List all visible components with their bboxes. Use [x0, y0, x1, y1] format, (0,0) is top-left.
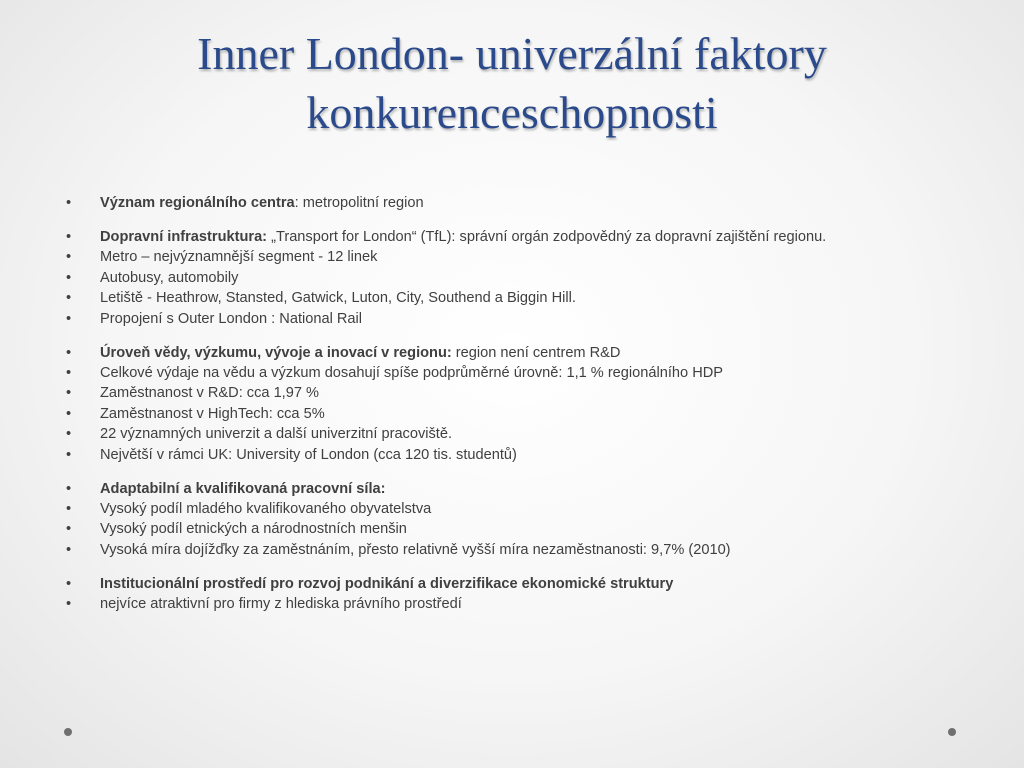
bullet-text: Zaměstnanost v HighTech: cca 5%	[100, 405, 325, 422]
bullet-item	[66, 426, 966, 443]
bullet-item	[66, 542, 966, 559]
bullet-item	[66, 385, 966, 402]
bullet-dot: •	[66, 521, 72, 538]
bullet-text: nejvíce atraktivní pro firmy z hlediska právního prostředí	[100, 596, 462, 613]
bullet-heading: Úroveň vědy, výzkumu, vývoje a inovací v regionu:	[100, 344, 452, 361]
title-line-1: Inner London- univerzální faktory	[197, 28, 827, 79]
bullet-item	[66, 521, 966, 538]
bullet-text: Zaměstnanost v R&D: cca 1,97 %	[100, 385, 319, 402]
bullet-item	[66, 365, 966, 382]
bullet-dot: •	[66, 344, 72, 361]
bullet-item	[66, 290, 966, 307]
bullet-item	[66, 406, 966, 423]
corner-dot-right	[948, 728, 956, 736]
bullet-item	[66, 447, 966, 464]
bullet-text: Propojení s Outer London : National Rail	[100, 310, 363, 327]
bullet-text: Vysoká míra dojížďky za zaměstnáním, přesto relativně vyšší míra nezaměstnanosti: 9,7% (2010)	[100, 541, 731, 558]
bullet-item	[66, 576, 966, 593]
bullet-item	[66, 249, 966, 266]
bullet-dot: •	[66, 364, 72, 381]
bullet-heading: Institucionální prostředí pro rozvoj podnikání a diverzifikace ekonomické struktury	[100, 575, 674, 592]
bullet-text: „Transport for London“ (TfL): správní orgán zodpovědný za dopravní zajištění regionu.	[267, 229, 827, 245]
bullet-text: region není centrem R&D	[451, 344, 621, 361]
bullet-dot: •	[66, 446, 72, 463]
bullet-text: Celkové výdaje na vědu a výzkum dosahují spíše podprůměrné úrovně: 1,1 % regionálního HDP	[100, 364, 724, 381]
bullet-dot: •	[66, 310, 72, 327]
bullet-dot: •	[66, 541, 72, 558]
bullet-dot: •	[66, 290, 72, 307]
bullet-text: : metropolitní region	[294, 195, 424, 211]
bullet-dot: •	[66, 500, 72, 517]
bullet-item	[66, 311, 966, 328]
bullet-text: 22 významných univerzit a další univerzitní pracoviště.	[100, 426, 453, 443]
bullet-dot: •	[66, 269, 72, 286]
bullet-dot: •	[66, 575, 72, 592]
bullet-dot: •	[66, 480, 72, 497]
bullet-dot: •	[66, 405, 72, 422]
bullet-dot: •	[66, 229, 72, 245]
bullet-item	[66, 596, 966, 613]
bullet-dot: •	[66, 249, 72, 266]
bullet-heading: Význam regionálního centra	[100, 195, 295, 211]
bullet-dot: •	[66, 596, 72, 613]
bullet-text: Největší v rámci UK: University of London (cca 120 tis. studentů)	[100, 446, 517, 463]
bullet-item	[66, 345, 966, 362]
bullet-heading: Dopravní infrastruktura:	[100, 229, 268, 245]
bullet-heading: Adaptabilní a kvalifikovaná pracovní síla:	[100, 480, 386, 497]
bullet-item	[66, 195, 966, 212]
bullet-dot: •	[66, 426, 72, 443]
bullet-text: Autobusy, automobily	[100, 269, 239, 286]
slide-title	[60, 24, 964, 142]
bullet-dot: •	[66, 385, 72, 402]
bullet-item	[66, 481, 966, 498]
bullet-text: Vysoký podíl mladého kvalifikovaného obyvatelstva	[100, 500, 432, 517]
bullet-text: Letiště - Heathrow, Stansted, Gatwick, Luton, City, Southend a Biggin Hill.	[100, 290, 576, 307]
title-line-2: konkurenceschopnosti	[306, 87, 718, 138]
bullet-text: Vysoký podíl etnických a národnostních menšin	[100, 521, 407, 538]
bullet-list	[66, 195, 966, 616]
bullet-dot: •	[66, 195, 72, 211]
bullet-item	[66, 270, 966, 287]
bullet-text: Metro – nejvýznamnější segment - 12 linek	[100, 249, 378, 266]
bullet-item	[66, 501, 966, 518]
corner-dot-left	[64, 728, 72, 736]
bullet-item	[66, 229, 966, 246]
